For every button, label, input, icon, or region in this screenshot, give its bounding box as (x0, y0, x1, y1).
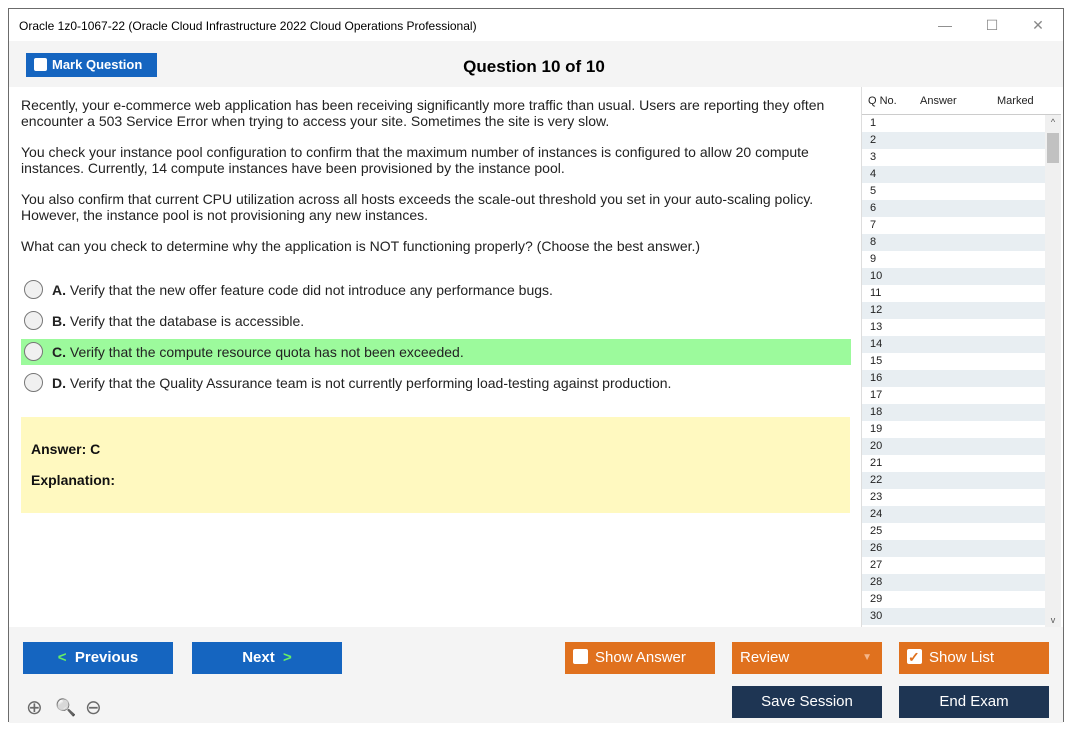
question-number: 26 (870, 542, 883, 554)
question-list-row[interactable] (862, 217, 1061, 234)
question-number: 25 (870, 525, 883, 537)
question-number: 16 (870, 372, 883, 384)
question-list-row[interactable] (862, 370, 1061, 387)
next-label: Next (242, 649, 275, 666)
question-number: 5 (870, 185, 877, 197)
question-list-row[interactable] (862, 268, 1061, 285)
previous-button[interactable] (23, 642, 173, 674)
question-paragraph: Recently, your e-commerce web application has been receiving significantly more traffic than usual. Users are reporting they often encounter a 503 Service Error when trying to access your site. Sometimes the site is very slow. (21, 97, 825, 129)
question-list-row[interactable] (862, 319, 1061, 336)
question-list-row[interactable] (862, 353, 1061, 370)
question-list-row[interactable] (862, 455, 1061, 472)
next-button[interactable] (192, 642, 342, 674)
question-number: 9 (870, 253, 877, 265)
question-list-row[interactable] (862, 489, 1061, 506)
question-number: 12 (870, 304, 883, 316)
question-number: 6 (870, 202, 877, 214)
scroll-thumb[interactable] (1047, 133, 1059, 163)
question-number: 4 (870, 168, 877, 180)
review-dropdown[interactable] (732, 642, 882, 674)
option-text: Verify that the Quality Assurance team is not currently performing load-testing against production. (66, 375, 672, 391)
question-number: 22 (870, 474, 883, 486)
option-a[interactable] (21, 277, 851, 303)
previous-label: Previous (74, 649, 139, 666)
question-number: 20 (870, 440, 883, 452)
question-list-row[interactable] (862, 574, 1061, 591)
scroll-down-icon[interactable]: v (1050, 615, 1056, 625)
question-number: 1 (870, 117, 877, 129)
question-number: 14 (870, 338, 883, 350)
mark-question-label: Mark Question (52, 57, 143, 72)
question-number: 17 (870, 389, 883, 401)
radio-button-icon[interactable] (24, 373, 43, 392)
question-list-row[interactable] (862, 285, 1061, 302)
question-list-row[interactable] (862, 557, 1061, 574)
question-number: 11 (870, 287, 882, 299)
chevron-left-icon: < (57, 649, 67, 666)
zoom-reset-icon[interactable]: 🔍 (55, 698, 77, 717)
question-title: Question 10 of 10 (463, 57, 605, 76)
question-number: 28 (870, 576, 883, 588)
chevron-right-icon: > (283, 649, 292, 666)
question-number: 18 (870, 406, 883, 418)
option-letter: C. (52, 344, 66, 360)
question-list-row[interactable] (862, 421, 1061, 438)
question-list-row[interactable] (862, 183, 1061, 200)
question-list-row[interactable] (862, 608, 1061, 625)
question-prompt: What can you check to determine why the application is NOT functioning properly? (Choose the best answer.) (21, 238, 701, 254)
question-list-row[interactable] (862, 404, 1061, 421)
question-list-row[interactable] (862, 387, 1061, 404)
close-icon[interactable]: ✕ (1032, 17, 1044, 33)
show-answer-checkbox-icon[interactable] (573, 649, 588, 664)
option-letter: A. (52, 282, 66, 298)
question-list-row[interactable] (862, 438, 1061, 455)
qno-column-header: Q No. (868, 95, 897, 107)
question-list-header (862, 87, 1061, 115)
question-number: 2 (870, 134, 877, 146)
option-letter: D. (52, 375, 66, 391)
review-label: Review (740, 649, 790, 666)
save-session-button[interactable]: Save Session (732, 686, 882, 718)
chevron-down-icon: ▼ (862, 652, 872, 663)
show-list-label: Show List (929, 649, 995, 666)
radio-button-icon[interactable] (24, 311, 43, 330)
question-list-row[interactable] (862, 166, 1061, 183)
answer-column-header: Answer (920, 95, 957, 107)
exam-window (8, 8, 1064, 722)
question-number: 27 (870, 559, 883, 571)
maximize-icon[interactable]: ☐ (985, 17, 999, 33)
end-exam-button[interactable]: End Exam (899, 686, 1049, 718)
question-list-row[interactable] (862, 302, 1061, 319)
show-answer-button[interactable] (565, 642, 715, 674)
scrollbar[interactable] (1045, 115, 1061, 627)
question-number: 29 (870, 593, 883, 605)
question-list-row[interactable] (862, 132, 1061, 149)
footer-toolbar (9, 627, 1063, 723)
show-list-checkbox-icon[interactable] (907, 649, 922, 664)
minimize-icon[interactable]: — (938, 17, 952, 33)
question-list-row[interactable] (862, 506, 1061, 523)
question-list-row[interactable] (862, 234, 1061, 251)
question-header (9, 41, 1063, 87)
question-number: 24 (870, 508, 883, 520)
question-list (861, 87, 1061, 627)
radio-button-icon[interactable] (24, 280, 43, 299)
question-number: 8 (870, 236, 877, 248)
question-paragraph: You check your instance pool configuration to confirm that the maximum number of instances is configured to allow 20 compute instances. Currently, 14 compute instances have been provisioned by the instance pool. (21, 144, 809, 176)
question-list-row[interactable] (862, 251, 1061, 268)
question-list-row[interactable] (862, 523, 1061, 540)
title-bar (9, 9, 1063, 41)
question-paragraph: You also confirm that current CPU utilization across all hosts exceeds the scale-out threshold you set in your auto-scaling policy. However, the instance pool is not provisioning any new instances. (21, 191, 814, 223)
option-d[interactable] (21, 370, 851, 396)
question-number: 13 (870, 321, 883, 333)
zoom-out-icon[interactable]: ⊖ (85, 697, 102, 719)
explanation-label: Explanation: (31, 472, 116, 488)
option-b[interactable] (21, 308, 851, 334)
question-number: 19 (870, 423, 883, 435)
question-number: 21 (870, 457, 883, 469)
question-list-row[interactable] (862, 540, 1061, 557)
option-letter: B. (52, 313, 66, 329)
marked-column-header: Marked (997, 95, 1034, 107)
answer-text: Answer: C (31, 441, 101, 457)
question-list-row[interactable] (862, 472, 1061, 489)
radio-button-icon[interactable] (24, 342, 43, 361)
option-text: Verify that the compute resource quota has not been exceeded. (66, 344, 464, 360)
question-number: 3 (870, 151, 877, 163)
show-answer-label: Show Answer (595, 649, 686, 666)
option-c[interactable] (21, 339, 851, 365)
question-list-row[interactable] (862, 591, 1061, 608)
question-number: 15 (870, 355, 883, 367)
question-text (21, 97, 853, 269)
window-title: Oracle 1z0-1067-22 (Oracle Cloud Infrastructure 2022 Cloud Operations Professional) (19, 19, 477, 33)
scroll-up-icon[interactable]: ^ (1050, 117, 1056, 127)
option-text: Verify that the database is accessible. (66, 313, 305, 329)
question-number: 30 (870, 610, 883, 622)
question-number: 10 (870, 270, 883, 282)
question-list-row[interactable] (862, 200, 1061, 217)
question-number: 23 (870, 491, 883, 503)
question-list-row[interactable] (862, 149, 1061, 166)
answer-panel (21, 417, 850, 513)
question-list-row[interactable] (862, 115, 1061, 132)
question-list-row[interactable] (862, 336, 1061, 353)
zoom-in-icon[interactable]: ⊕ (26, 697, 43, 719)
question-number: 7 (870, 219, 877, 231)
option-text: Verify that the new offer feature code did not introduce any performance bugs. (66, 282, 553, 298)
question-list-rows (862, 115, 1061, 625)
show-list-button[interactable] (899, 642, 1049, 674)
